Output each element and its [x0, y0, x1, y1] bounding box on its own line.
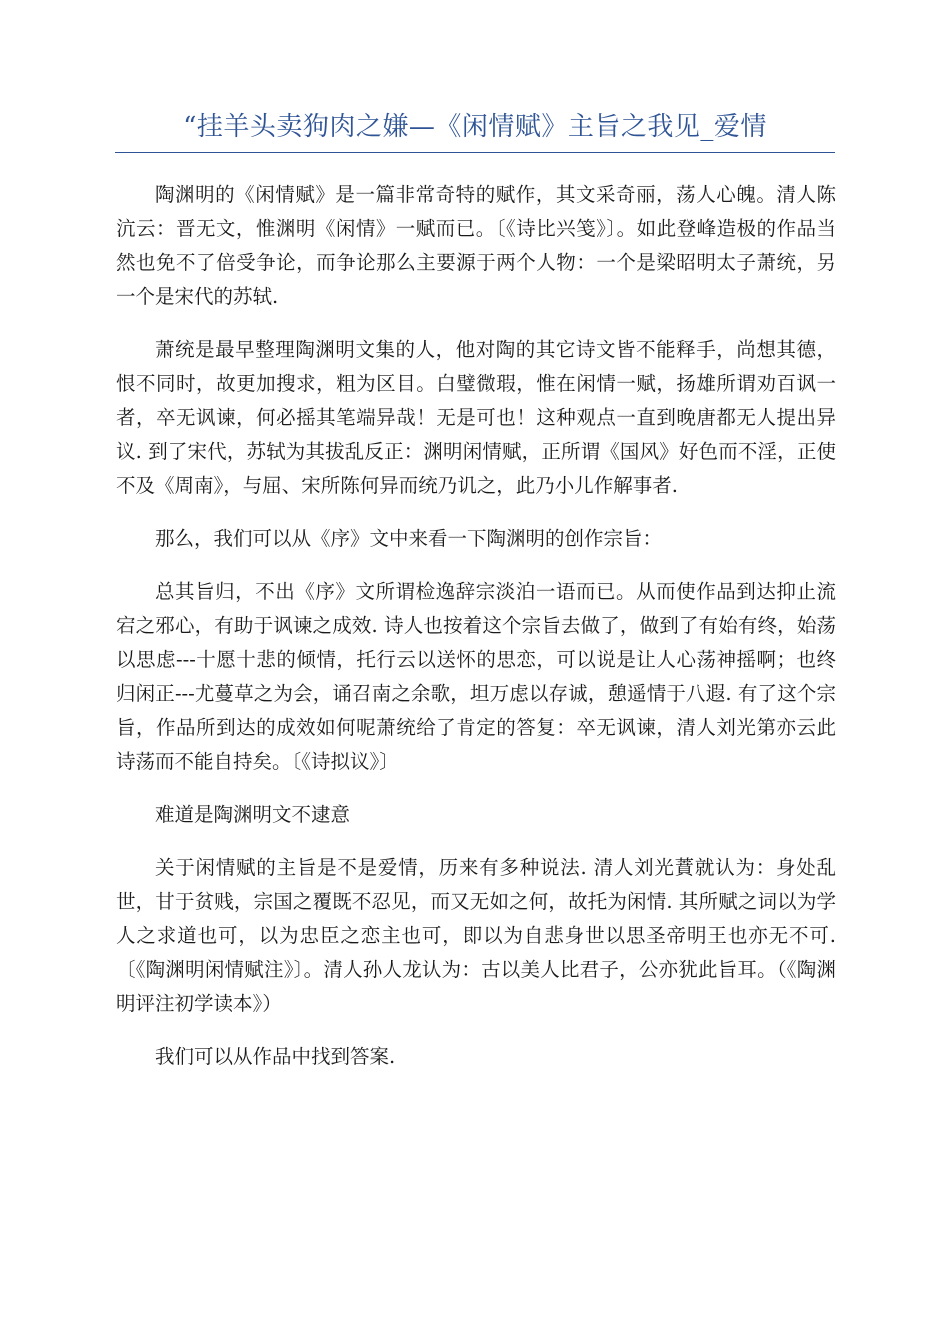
paragraph: 总其旨归，不出《序》文所谓检逸辞宗淡泊一语而已。从而使作品到达抑止流宕之邪心，有助于讽谏之成效. 诗人也按着这个宗旨去做了，做到了有始有终，始荡以思虑---十愿十悲的倾情，托行云以送怀的思恋，可以说是让人心荡神摇啊；也终归闲正---尤蔓草之为会，诵召南之余歌，坦万虑以存诚，憩遥情于八遐. 有了这个宗旨，作品所到达的成效如何呢萧统给了肯定的答复：卒无讽谏，清人刘光第亦云此诗荡而不能自持矣。〔《诗拟议》〕	[116, 580, 836, 773]
paragraph: 萧统是最早整理陶渊明文集的人，他对陶的其它诗文皆不能释手，尚想其德，恨不同时，故更加搜求，粗为区目。白璧微瑕，惟在闲情一赋，扬雄所谓劝百讽一者，卒无讽谏，何必摇其笔端异哉！无是可也！这种观点一直到晚唐都无人提出异议. 到了宋代，苏轼为其拔乱反正：渊明闲情赋，正所谓《国风》好色而不淫，正使不及《周南》，与屈、宋所陈何异而统乃讥之，此乃小儿作解事者.	[116, 338, 836, 497]
paragraph: 难道是陶渊明文不逮意	[155, 803, 351, 826]
paragraph: 陶渊明的《闲情赋》是一篇非常奇特的赋作，其文采奇丽，荡人心魄。清人陈沆云：晋无文，惟渊明《闲情》一赋而已。〔《诗比兴笺》〕。如此登峰造极的作品当然也免不了倍受争论，而争论那么主要源于两个人物：一个是梁昭明太子萧统，另一个是宋代的苏轼.	[116, 183, 836, 308]
document-body	[116, 178, 836, 1093]
paragraph: 我们可以从作品中找到答案.	[155, 1045, 396, 1068]
paragraph: 那么，我们可以从《序》文中来看一下陶渊明的创作宗旨：	[155, 527, 663, 550]
paragraph: 关于闲情赋的主旨是不是爱情，历来有多种说法. 清人刘光蕡就认为：身处乱世，甘于贫贱，宗国之覆既不忍见，而又无如之何，故托为闲情. 其所赋之词以为学人之求道也可，以为忠臣之恋主也可，即以为自悲身世以思圣帝明王也亦无不可.〔《陶渊明闲情赋注》〕。清人孙人龙认为：古以美人比君子，公亦犹此旨耳。（《陶渊明评注初学读本》）	[116, 856, 836, 1015]
document-title: “挂羊头卖狗肉之嫌—《闲情赋》主旨之我见_爱情	[183, 112, 767, 142]
title-block	[115, 108, 835, 153]
